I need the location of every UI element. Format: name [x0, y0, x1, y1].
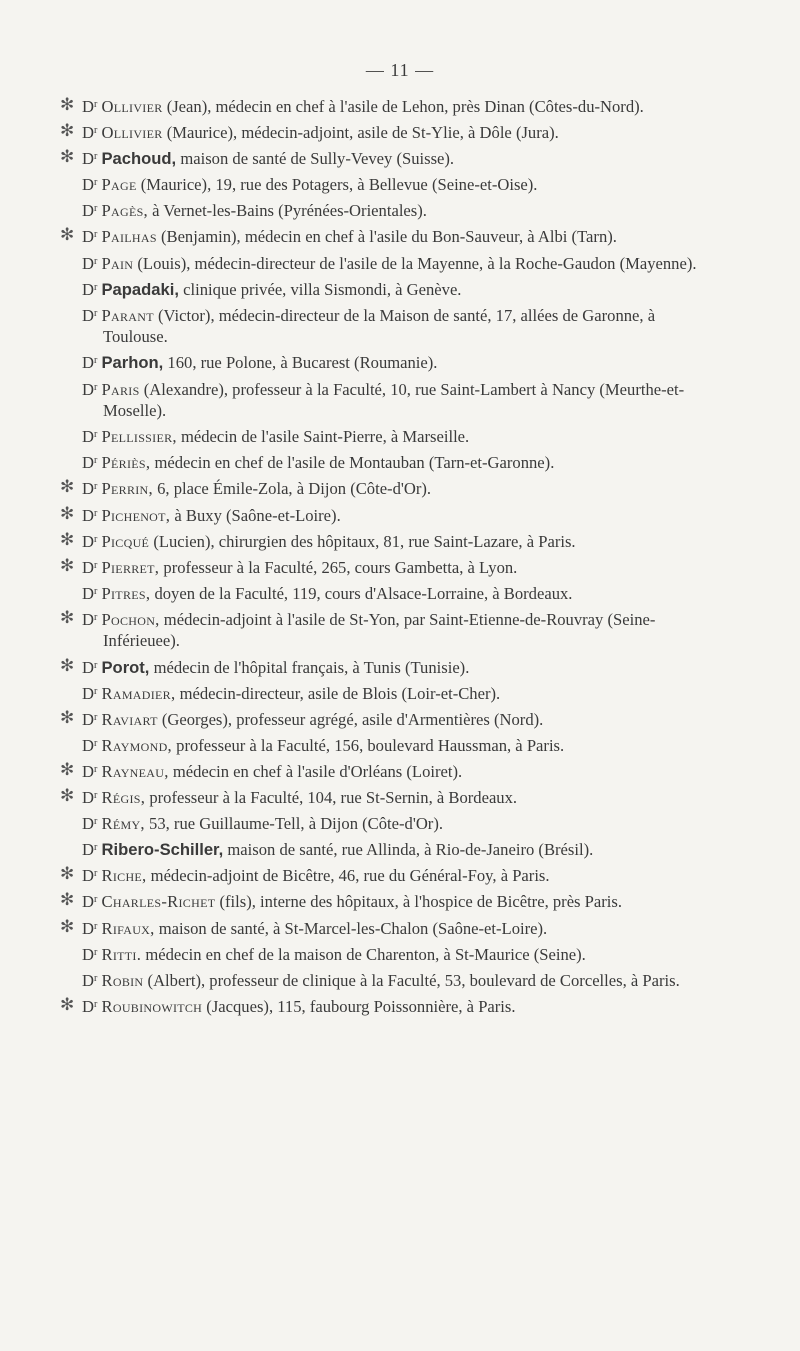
entry-name: Robin	[101, 970, 144, 990]
title-abbrev: $D^r$	[82, 175, 98, 195]
directory-entry	[62, 916, 710, 940]
entry-details: 6, place Émile-Zola, à Dijon (Côte-d'Or).	[157, 479, 432, 499]
directory-entry	[62, 503, 710, 527]
title-abbrev: $D^r$	[82, 996, 98, 1016]
title-abbrev: $D^r$	[82, 918, 98, 938]
title-abbrev: $D^r$	[82, 788, 98, 808]
entry-name: Rifaux,	[101, 918, 155, 938]
directory-entry	[62, 476, 710, 500]
entry-details: (Louis), médecin-directeur de l'asile de la Mayenne, à la Roche-Gaudon (Mayenne).	[137, 253, 697, 273]
title-abbrev: $D^r$	[82, 379, 98, 399]
directory-entry	[62, 968, 710, 992]
entry-details: doyen de la Faculté, 119, cours d'Alsace-Lorraine, à Bordeaux.	[154, 583, 573, 603]
entry-details: professeur à la Faculté, 104, rue St-Sernin, à Bordeaux.	[149, 788, 518, 808]
asterism-icon: ✻	[60, 786, 75, 806]
directory-entry	[62, 655, 710, 679]
title-abbrev: $D^r$	[82, 709, 98, 729]
entry-name: Picqué	[101, 531, 150, 551]
title-abbrev: $D^r$	[82, 453, 98, 473]
entry-name: Rayneau,	[101, 761, 169, 781]
entry-details: maison de santé, à St-Marcel-les-Chalon (Saône-et-Loire).	[158, 918, 548, 938]
entry-name: Ramadier,	[101, 683, 176, 703]
title-abbrev: $D^r$	[82, 505, 98, 525]
entry-name: Pellissier,	[101, 427, 177, 447]
entry-details: (Jacques), 115, faubourg Poissonnière, à Paris.	[206, 996, 516, 1016]
entry-name: Pochon,	[101, 609, 160, 629]
title-abbrev: $D^r$	[82, 892, 98, 912]
title-abbrev: $D^r$	[82, 609, 98, 629]
directory-entry	[62, 450, 710, 474]
entry-name: Charles-Richet	[101, 892, 216, 912]
asterism-icon: ✻	[60, 916, 75, 936]
asterism-icon: ✻	[60, 890, 75, 910]
entry-name: Ribero-Schiller,	[101, 840, 224, 860]
directory-entry	[62, 837, 710, 861]
entry-name: Rémy,	[101, 814, 145, 834]
title-abbrev: $D^r$	[82, 657, 98, 677]
entry-name: Porot,	[101, 657, 150, 677]
directory-entry	[62, 424, 710, 448]
directory-entry	[62, 889, 710, 913]
entry-details: (Lucien), chirurgien des hôpitaux, 81, rue Saint-Lazare, à Paris.	[153, 531, 576, 551]
directory-entry	[62, 994, 710, 1018]
entry-details: médecin en chef de la maison de Charenton, à St-Maurice (Seine).	[145, 944, 586, 964]
directory-entry	[62, 785, 710, 809]
entry-details: (fils), interne des hôpitaux, à l'hospice de Bicêtre, près Paris.	[219, 892, 623, 912]
directory-entry	[62, 707, 710, 731]
directory-entry	[62, 863, 710, 887]
entry-details: maison de santé, rue Allinda, à Rio-de-Janeiro (Brésil).	[227, 840, 594, 860]
entry-details: à Buxy (Saône-et-Loire).	[174, 505, 341, 525]
directory-entry	[62, 529, 710, 553]
directory-entry	[62, 733, 710, 757]
entry-details: médecin de l'hôpital français, à Tunis (Tunisie).	[153, 657, 470, 677]
title-abbrev: $D^r$	[82, 123, 98, 143]
asterism-icon: ✻	[60, 529, 75, 549]
title-abbrev: $D^r$	[82, 683, 98, 703]
entry-details: (Albert), professeur de clinique à la Faculté, 53, boulevard de Corcelles, à Paris.	[147, 970, 680, 990]
entry-details: (Maurice), médecin-adjoint, asile de St-Ylie, à Dôle (Jura).	[166, 123, 559, 143]
directory-entry	[62, 172, 710, 196]
entry-details: médecin de l'asile Saint-Pierre, à Marseille.	[180, 427, 470, 447]
directory-entry	[62, 811, 710, 835]
title-abbrev: $D^r$	[82, 531, 98, 551]
title-abbrev: $D^r$	[82, 840, 98, 860]
directory-entry	[62, 303, 710, 348]
title-abbrev: $D^r$	[82, 814, 98, 834]
entry-details: médecin en chef à l'asile d'Orléans (Loiret).	[172, 761, 463, 781]
directory-entry	[62, 198, 710, 222]
entry-details: (Benjamin), médecin en chef à l'asile du Bon-Sauveur, à Albi (Tarn).	[160, 227, 617, 247]
asterism-icon: ✻	[60, 503, 75, 523]
title-abbrev: $D^r$	[82, 583, 98, 603]
directory-entry	[62, 277, 710, 301]
entry-details: 53, rue Guillaume-Tell, à Dijon (Côte-d'Or).	[149, 814, 444, 834]
entry-name: Page	[101, 175, 137, 195]
directory-entry	[62, 607, 710, 652]
entry-details: médecin-adjoint à l'asile de St-Yon, par Saint-Etienne-de-Rouvray (Seine-Inférieuee).	[103, 609, 656, 651]
entry-name: Ritti.	[101, 944, 142, 964]
asterism-icon: ✻	[60, 707, 75, 727]
entry-details: (Victor), médecin-directeur de la Maison de santé, 17, allées de Garonne, à Toulouse.	[103, 305, 656, 347]
directory-entry	[62, 94, 710, 118]
title-abbrev: $D^r$	[82, 427, 98, 447]
title-abbrev: $D^r$	[82, 761, 98, 781]
entry-details: maison de santé de Sully-Vevey (Suisse).	[180, 149, 455, 169]
title-abbrev: $D^r$	[82, 353, 98, 373]
entry-details: clinique privée, villa Sismondi, à Genève.	[183, 279, 462, 299]
directory-list	[62, 94, 710, 1020]
asterism-icon: ✻	[60, 994, 75, 1014]
title-abbrev: $D^r$	[82, 866, 98, 886]
entry-name: Parhon,	[101, 353, 164, 373]
directory-entry	[62, 146, 710, 170]
title-abbrev: $D^r$	[82, 557, 98, 577]
entry-name: Raymond,	[101, 735, 172, 755]
title-abbrev: $D^r$	[82, 970, 98, 990]
asterism-icon: ✻	[60, 555, 75, 575]
title-abbrev: $D^r$	[82, 479, 98, 499]
title-abbrev: $D^r$	[82, 97, 98, 116]
asterism-icon: ✻	[60, 121, 75, 141]
entry-name: Ollivier	[101, 123, 163, 143]
asterism-icon: ✻	[60, 864, 75, 884]
asterism-icon: ✻	[60, 95, 75, 114]
title-abbrev: $D^r$	[82, 149, 98, 169]
entry-details: à Vernet-les-Bains (Pyrénées-Orientales).	[152, 201, 427, 221]
title-abbrev: $D^r$	[82, 279, 98, 299]
entry-name: Pagès,	[101, 201, 148, 221]
entry-name: Pachoud,	[101, 149, 177, 169]
entry-details: 160, rue Polone, à Bucarest (Roumanie).	[167, 353, 438, 373]
title-abbrev: $D^r$	[82, 201, 98, 221]
entry-name: Régis,	[101, 788, 146, 808]
directory-entry	[62, 581, 710, 605]
entry-name: Riche,	[101, 866, 147, 886]
asterism-icon: ✻	[60, 759, 75, 779]
directory-entry	[62, 251, 710, 275]
entry-details: professeur à la Faculté, 265, cours Gambetta, à Lyon.	[163, 557, 518, 577]
directory-entry	[62, 942, 710, 966]
asterism-icon: ✻	[60, 477, 75, 497]
entry-name: Pichenot,	[101, 505, 171, 525]
entry-name: Pain	[101, 253, 134, 273]
entry-details: (Maurice), 19, rue des Potagers, à Bellevue (Seine-et-Oise).	[140, 175, 538, 195]
entry-name: Papadaki,	[101, 279, 179, 299]
asterism-icon: ✻	[60, 225, 75, 245]
directory-entry	[62, 350, 710, 374]
entry-name: Parant	[101, 305, 154, 325]
asterism-icon: ✻	[60, 607, 75, 627]
title-abbrev: $D^r$	[82, 253, 98, 273]
entry-name: Raviart	[101, 709, 158, 729]
entry-name: Paris	[101, 379, 140, 399]
entry-details: médecin-adjoint de Bicêtre, 46, rue du Général-Foy, à Paris.	[150, 866, 550, 886]
directory-entry	[62, 120, 710, 144]
entry-name: Périès,	[101, 453, 151, 473]
entry-details: (Alexandre), professeur à la Faculté, 10, rue Saint-Lambert à Nancy (Meurthe-et-Moselle).	[103, 379, 685, 421]
entry-name: Perrin,	[101, 479, 153, 499]
directory-entry	[62, 681, 710, 705]
directory-entry	[62, 555, 710, 579]
entry-details: (Georges), professeur agrégé, asile d'Armentières (Nord).	[161, 709, 544, 729]
entry-name: Ollivier	[101, 97, 163, 116]
asterism-icon: ✻	[60, 147, 75, 167]
directory-entry	[62, 377, 710, 422]
title-abbrev: $D^r$	[82, 305, 98, 325]
entry-name: Roubinowitch	[101, 996, 203, 1016]
directory-entry	[62, 759, 710, 783]
entry-details: professeur à la Faculté, 156, boulevard Haussman, à Paris.	[176, 735, 565, 755]
page-number: — 11 —	[365, 60, 435, 80]
directory-entry	[62, 224, 710, 248]
title-abbrev: $D^r$	[82, 944, 98, 964]
entry-name: Pierret,	[101, 557, 160, 577]
entry-details: (Jean), médecin en chef à l'asile de Lehon, près Dinan (Côtes-du-Nord).	[166, 97, 644, 116]
entry-details: médecin-directeur, asile de Blois (Loir-et-Cher).	[179, 683, 501, 703]
entry-name: Pailhas	[101, 227, 157, 247]
asterism-icon: ✻	[60, 655, 75, 675]
entry-details: médecin en chef de l'asile de Montauban (Tarn-et-Garonne).	[154, 453, 555, 473]
entry-name: Pitres,	[101, 583, 151, 603]
title-abbrev: $D^r$	[82, 227, 98, 247]
title-abbrev: $D^r$	[82, 735, 98, 755]
